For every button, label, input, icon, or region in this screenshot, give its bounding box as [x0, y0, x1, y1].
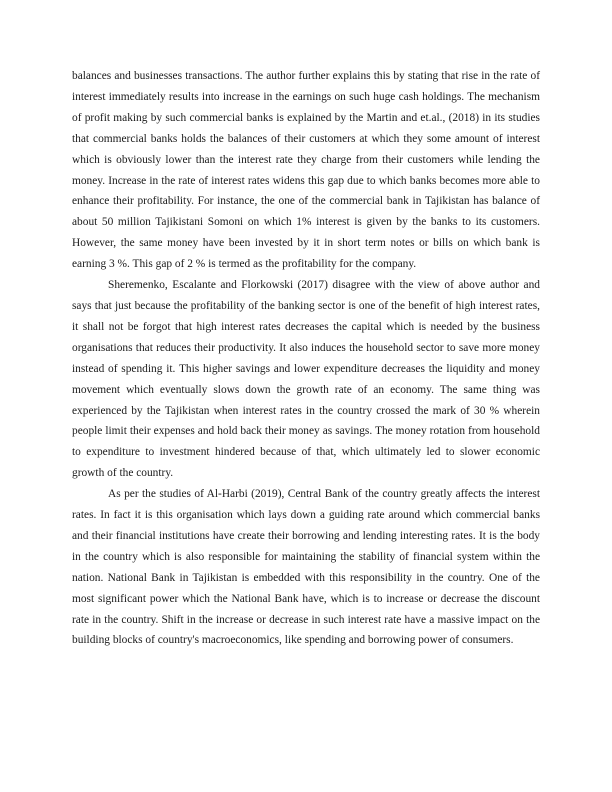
- body-text: [72, 66, 540, 651]
- paragraph-1: balances and businesses transactions. The author further explains this by stating that rise in the rate of interest immediately results into increase in the earnings on such huge cash holdings. The mechanism of profit making by such commercial banks is explained by the Martin and et.al., (2018) in its studies that commercial banks holds the balances of their customers at which they some amount of interest which is obviously lower than the interest rate they charge from their customers while lending the money. Increase in the rate of interest rates widens this gap due to which banks becomes more able to enhance their profitability. For instance, the one of the commercial bank in Tajikistan has balance of about 50 million Tajikistani Somoni on which 1% interest is given by the banks to its customers. However, the same money have been invested by it in short term notes or bills on which bank is earning 3 %. This gap of 2 % is termed as the profitability for the company.: [72, 70, 540, 271]
- paragraph-2: Sheremenko, Escalante and Florkowski (2017) disagree with the view of above author and says that just because the profitability of the banking sector is one of the benefit of high interest rates, it shall not be forgot that high interest rates decreases the capital which is needed by the business organisations that reduces their productivity. It also induces the household sector to save more money instead of spending it. This higher savings and lower expenditure decreases the liquidity and money movement which eventually slows down the growth rate of an economy. The same thing was experienced by the Tajikistan when interest rates in the country crossed the mark of 30 % wherein people limit their expenses and hold back their money as savings. The money rotation from household to expenditure to investment hindered because of that, which ultimately led to slower economic growth of the country.: [72, 279, 540, 480]
- paragraph-3: As per the studies of Al-Harbi (2019), Central Bank of the country greatly affects the interest rates. In fact it is this organisation which lays down a guiding rate around which commercial banks and their financial institutions have create their borrowing and lending interesting rates. It is the body in the country which is also responsible for maintaining the stability of financial system within the nation. National Bank in Tajikistan is embedded with this responsibility in the country. One of the most significant power which the National Bank have, which is to increase or decrease the discount rate in the country. Shift in the increase or decrease in such interest rate have a massive impact on the building blocks of country's macroeconomics, like spending and borrowing power of consumers.: [72, 488, 540, 647]
